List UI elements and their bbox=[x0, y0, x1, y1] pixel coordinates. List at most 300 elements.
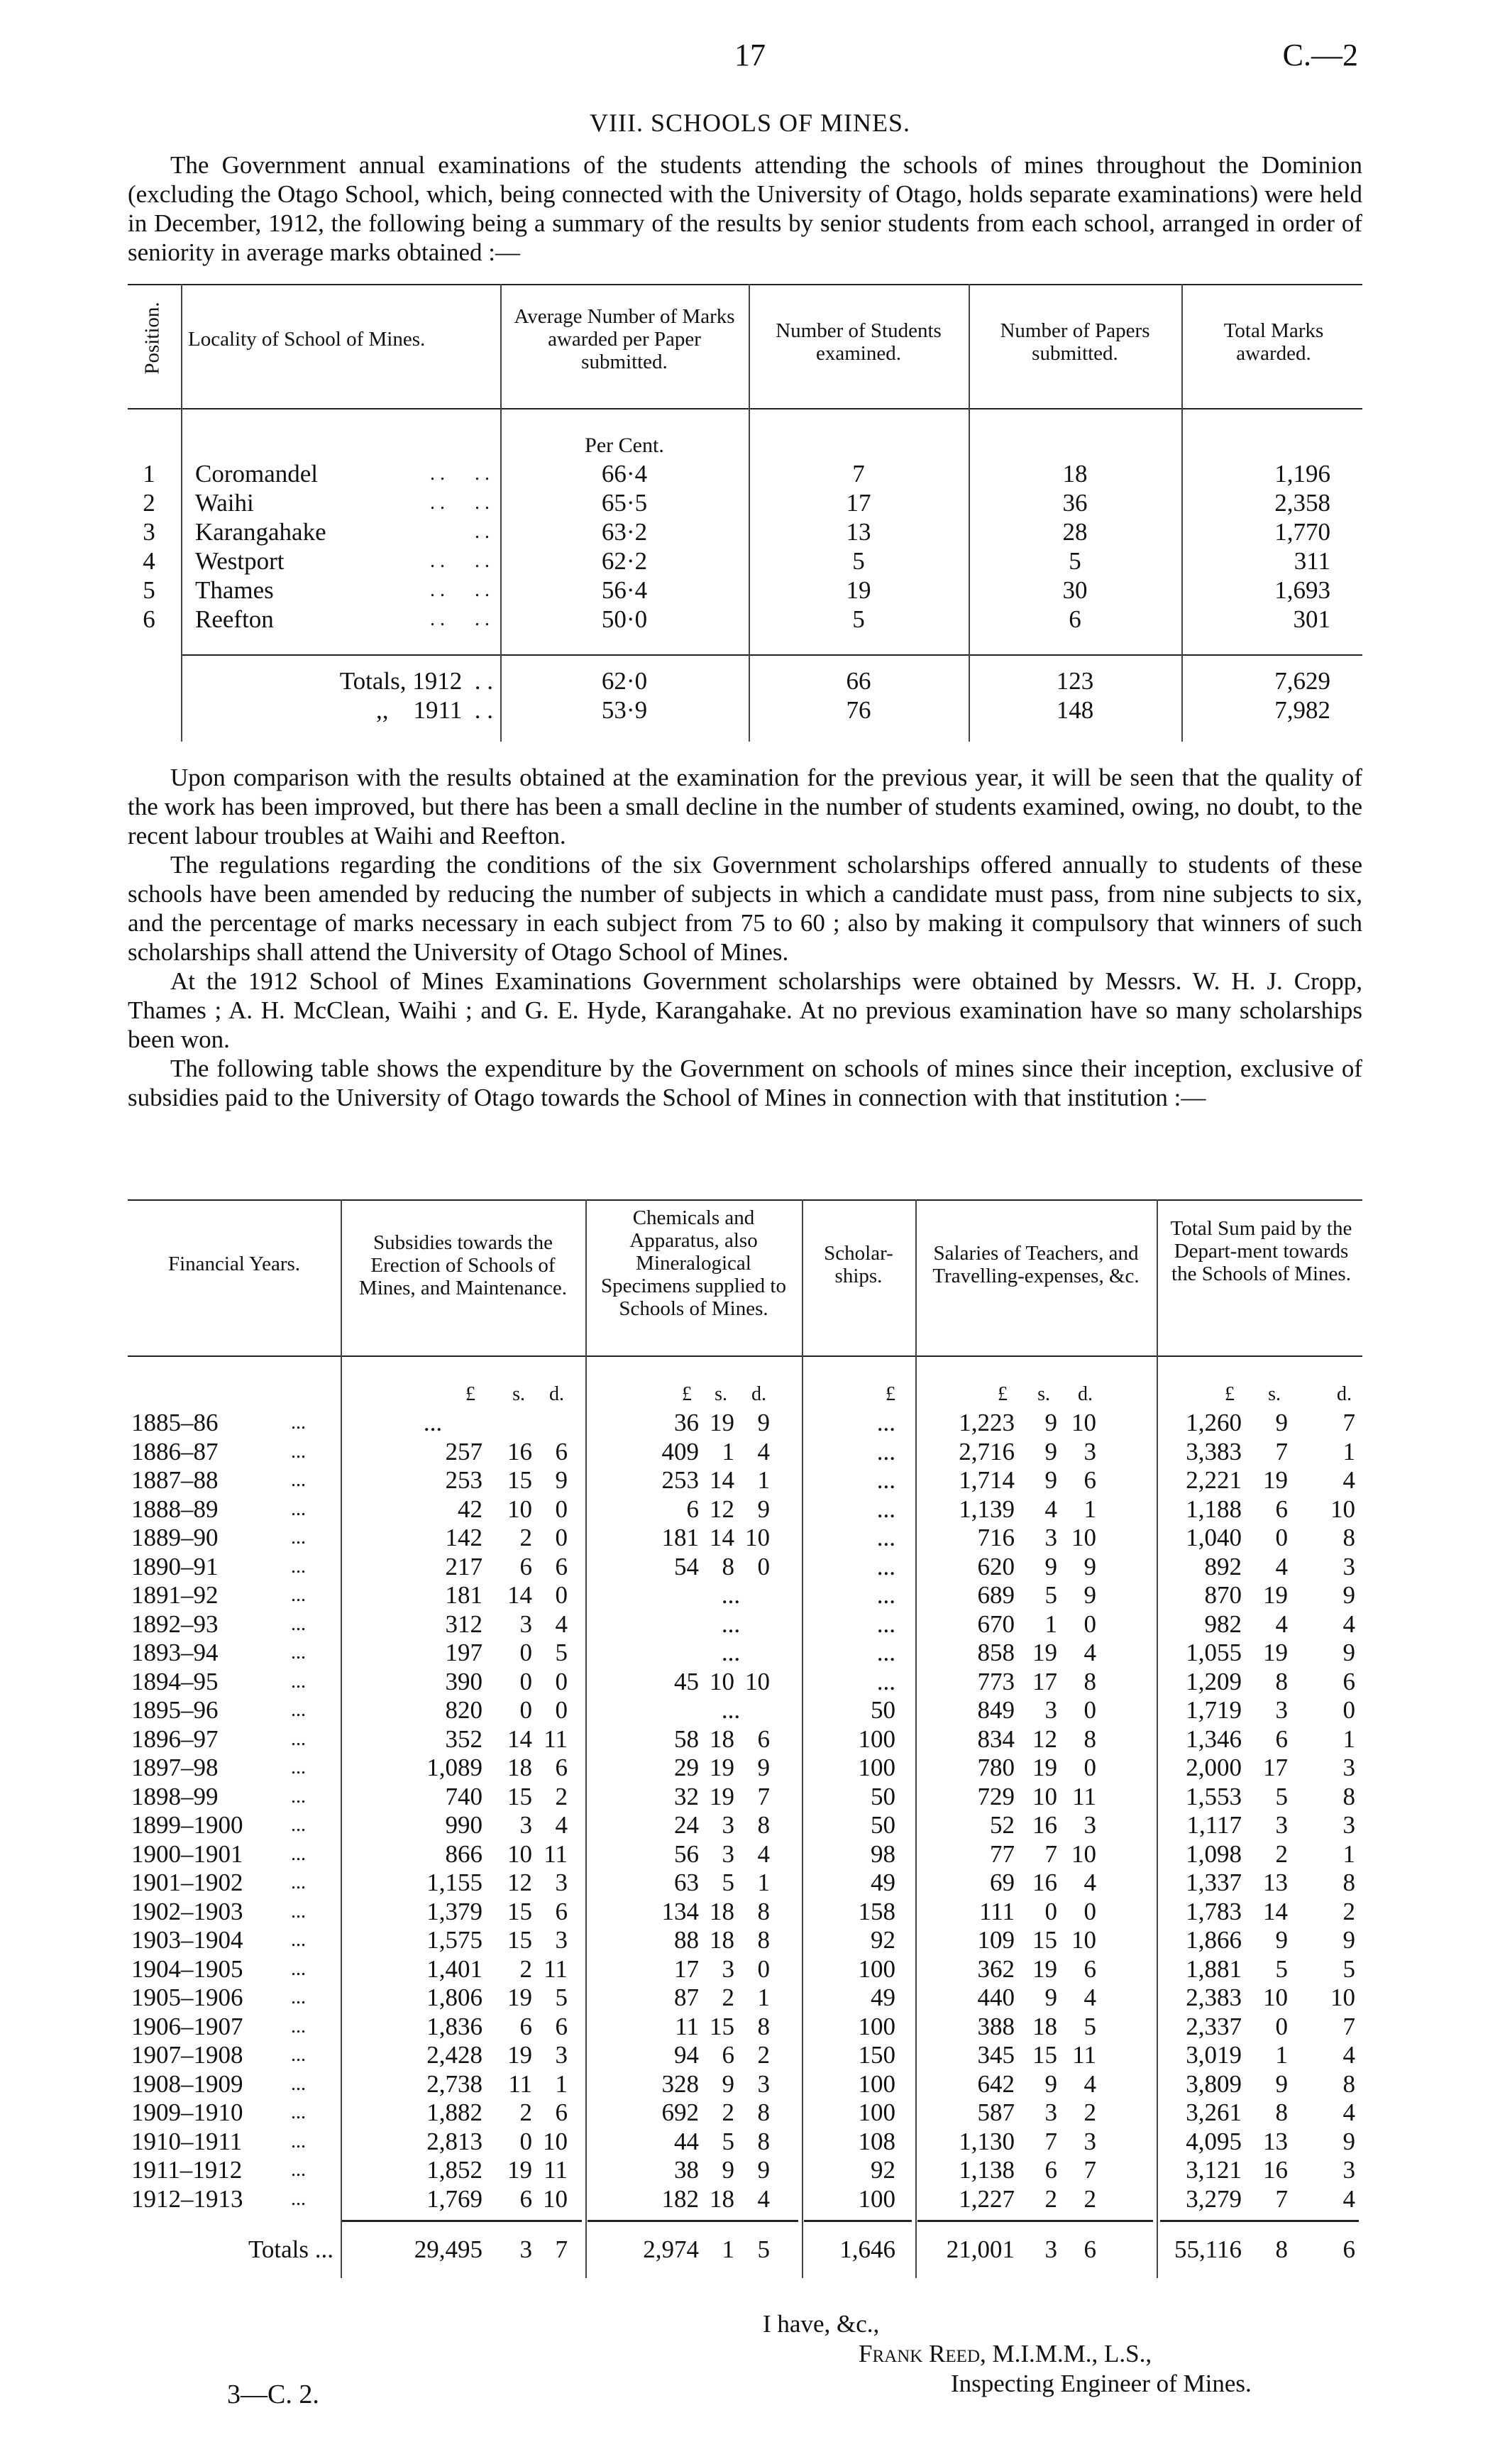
total-pounds: 1,040 bbox=[1186, 1524, 1242, 1551]
chemicals-shillings: 9 bbox=[722, 2156, 734, 2184]
header-locality: Locality of School of Mines. bbox=[188, 328, 426, 351]
chemicals-pence: 3 bbox=[757, 2069, 770, 2098]
leader-dots: . . . . bbox=[430, 579, 490, 601]
row-average: 62·2 bbox=[601, 547, 648, 575]
unit-pound: £ bbox=[1225, 1383, 1235, 1405]
salaries-shillings: 7 bbox=[1044, 1839, 1057, 1868]
chemicals-shillings: 10 bbox=[710, 1667, 734, 1695]
row-papers: 28 bbox=[1062, 518, 1088, 546]
total-pence: 9 bbox=[1342, 2127, 1355, 2155]
total-pounds: 2,337 bbox=[1186, 2012, 1242, 2040]
salaries-shillings: 3 bbox=[1044, 2099, 1057, 2126]
document-reference: C.—2 bbox=[1282, 38, 1358, 72]
totals-marks: 7,629 bbox=[1274, 667, 1330, 695]
salaries-pence: 10 bbox=[1071, 1839, 1096, 1868]
chemicals-pounds: 45 bbox=[674, 1667, 699, 1695]
salaries-pounds: 834 bbox=[977, 1725, 1015, 1753]
salaries-pence: 0 bbox=[1083, 1754, 1096, 1781]
totals-label: Totals ... bbox=[248, 2235, 333, 2263]
leader-dots: ... bbox=[291, 1929, 306, 1951]
scholarships-value: ... bbox=[876, 1667, 895, 1695]
total-shillings: 5 bbox=[1275, 1782, 1288, 1810]
row-financial-year: 1905–1906 bbox=[131, 1984, 243, 2011]
subsidies-shillings: 0 bbox=[519, 1639, 532, 1666]
salaries-pounds: 689 bbox=[977, 1581, 1015, 1609]
chemicals-pence: 1 bbox=[757, 1466, 770, 1494]
intro-paragraph bbox=[128, 150, 1362, 267]
row-students: 5 bbox=[852, 547, 865, 575]
leader-dots: ... bbox=[291, 1957, 306, 1980]
table-top-rule bbox=[128, 1199, 1362, 1201]
totals-label: Totals, 1912 . . bbox=[339, 667, 493, 695]
salaries-shillings: 19 bbox=[1032, 1639, 1057, 1666]
chemicals-shillings: 19 bbox=[710, 1754, 734, 1781]
chemicals-pence: 4 bbox=[757, 2184, 770, 2213]
header-subsidies: Subsidies towards the Erection of Schools of Mines, and Maintenance. bbox=[358, 1231, 568, 1299]
total-pence: 4 bbox=[1342, 2184, 1355, 2213]
salaries-shillings: 0 bbox=[1044, 1897, 1057, 1925]
scholarships-value: ... bbox=[876, 1466, 895, 1494]
totals-students: 66 bbox=[846, 667, 871, 695]
intro-text: The Government annual examinations of the students attending the schools of mines throughout the Dominion (excluding the Otago School, which, being connected with the University of Otago, holds separate examinations) were held in December, 1912, the following being a summary of the results by senior students from each school, arranged in order of seniority in average marks obtained :— bbox=[128, 151, 1362, 266]
row-locality: Thames bbox=[195, 576, 274, 604]
chemicals-pence: 1 bbox=[757, 1984, 770, 2011]
body-paragraphs bbox=[128, 763, 1362, 1112]
chemicals-shillings: ... bbox=[721, 1639, 741, 1666]
chemicals-shillings: 19 bbox=[710, 1782, 734, 1810]
total-shillings: 10 bbox=[1263, 1984, 1288, 2011]
row-papers: 18 bbox=[1062, 460, 1088, 488]
total-shillings: 9 bbox=[1275, 1926, 1288, 1954]
total-pounds: 1,337 bbox=[1186, 1869, 1242, 1896]
subsidies-shillings: 10 bbox=[507, 1839, 532, 1868]
row-financial-year: 1906–1907 bbox=[131, 2012, 243, 2040]
unit-pence: d. bbox=[549, 1383, 564, 1405]
leader-dots: . . . . bbox=[430, 608, 490, 630]
chemicals-pounds: 409 bbox=[661, 1437, 699, 1465]
row-financial-year: 1904–1905 bbox=[131, 1954, 243, 1983]
chemicals-value: 19 bbox=[710, 1409, 734, 1436]
row-financial-year: 1893–94 bbox=[131, 1639, 219, 1666]
total-shillings: 16 bbox=[1263, 2156, 1288, 2184]
subsidies-pence: 7 bbox=[555, 2235, 568, 2263]
leader-dots: ... bbox=[291, 1527, 306, 1549]
leader-dots: ... bbox=[291, 1842, 306, 1865]
total-pence: 8 bbox=[1342, 1869, 1355, 1896]
subsidies-pounds: 2,428 bbox=[426, 2041, 482, 2069]
subsidies-shillings: 2 bbox=[519, 1954, 532, 1983]
salaries-pence: 4 bbox=[1083, 1869, 1096, 1896]
total-pounds: 3,279 bbox=[1186, 2184, 1242, 2213]
total-shillings: 19 bbox=[1263, 1581, 1288, 1609]
salaries-shillings: 15 bbox=[1032, 1926, 1057, 1954]
row-position: 6 bbox=[143, 605, 155, 633]
subsidies-pence: 3 bbox=[555, 1926, 568, 1954]
total-pence: 8 bbox=[1342, 2069, 1355, 2098]
subsidies-shillings: 15 bbox=[507, 1466, 532, 1494]
row-financial-year: 1903–1904 bbox=[131, 1926, 243, 1954]
scholarships-value: ... bbox=[876, 1639, 895, 1666]
row-financial-year: 1912–1913 bbox=[131, 2184, 243, 2213]
chemicals-pounds: 6 bbox=[686, 1495, 699, 1523]
salaries-shillings: 17 bbox=[1032, 1667, 1057, 1695]
row-locality: Karangahake bbox=[195, 518, 326, 546]
total-pounds: 2,221 bbox=[1186, 1466, 1242, 1494]
subsidies-pounds: 866 bbox=[445, 1839, 482, 1868]
scholarships-value: ... bbox=[876, 1552, 895, 1580]
scholarships-value: 49 bbox=[871, 1869, 895, 1896]
subsidies-shillings: 6 bbox=[519, 1552, 532, 1580]
chemicals-pence: 8 bbox=[757, 1926, 770, 1954]
total-shillings: 7 bbox=[1275, 2184, 1288, 2213]
leader-dots: ... bbox=[291, 1900, 306, 1923]
chemicals-pence: 8 bbox=[757, 2099, 770, 2126]
salaries-shillings: 9 bbox=[1044, 1466, 1057, 1494]
total-shillings: 3 bbox=[1275, 1811, 1288, 1839]
salaries-pounds: 362 bbox=[977, 1954, 1015, 1983]
scholarships-value: 150 bbox=[858, 2041, 895, 2069]
chemicals-pounds: 181 bbox=[661, 1524, 699, 1551]
salaries-pounds: 716 bbox=[977, 1524, 1015, 1551]
header-papers: Number of Papers submitted. bbox=[1000, 319, 1150, 365]
chemicals-shillings: ... bbox=[721, 1696, 741, 1724]
total-pence: 8 bbox=[1342, 1782, 1355, 1810]
subsidies-pounds: 1,379 bbox=[426, 1897, 482, 1925]
salaries-pence: 9 bbox=[1083, 1581, 1096, 1609]
total-shillings: 0 bbox=[1275, 1524, 1288, 1551]
total-pounds: 982 bbox=[1204, 1610, 1242, 1638]
leader-dots: ... bbox=[291, 1727, 306, 1750]
subsidies-pence: 6 bbox=[555, 1897, 568, 1925]
salaries-shillings: 9 bbox=[1044, 2069, 1057, 2098]
total-pounds: 1,783 bbox=[1186, 1897, 1242, 1925]
chemicals-pence: 8 bbox=[757, 1897, 770, 1925]
subsidies-pence: 0 bbox=[555, 1696, 568, 1724]
total-shillings: 13 bbox=[1263, 2127, 1288, 2155]
salaries-shillings: 16 bbox=[1032, 1869, 1057, 1896]
total-pence: 4 bbox=[1342, 2099, 1355, 2126]
chemicals-shillings: 12 bbox=[710, 1495, 734, 1523]
salaries-shillings: 9 bbox=[1044, 1437, 1057, 1465]
total-shillings: 7 bbox=[1275, 1437, 1288, 1465]
salaries-pounds: 670 bbox=[977, 1610, 1015, 1638]
subsidies-pounds: 42 bbox=[458, 1495, 482, 1523]
subsidies-pounds: 2,738 bbox=[426, 2069, 482, 2098]
header-total: Total Marks awarded. bbox=[1223, 319, 1324, 365]
salaries-pounds: 345 bbox=[977, 2041, 1015, 2069]
chemicals-value: 9 bbox=[757, 1409, 770, 1436]
salaries-pounds: 109 bbox=[977, 1926, 1015, 1954]
unit-per-cent: Per Cent. bbox=[585, 434, 664, 457]
chemicals-pence: 8 bbox=[757, 1811, 770, 1839]
row-total: 1,196 bbox=[1274, 460, 1330, 488]
subsidies-shillings: 18 bbox=[507, 1754, 532, 1781]
leader-dots: ... bbox=[291, 2015, 306, 2037]
scholarships-value: ... bbox=[876, 1409, 895, 1436]
total-pence: 3 bbox=[1342, 1552, 1355, 1580]
row-students: 17 bbox=[846, 489, 871, 517]
scholarships-value: 158 bbox=[858, 1897, 895, 1925]
salaries-shillings: 2 bbox=[1044, 2184, 1057, 2213]
chemicals-pence: 4 bbox=[757, 1839, 770, 1868]
subsidies-pence: 0 bbox=[555, 1667, 568, 1695]
salaries-shillings: 19 bbox=[1032, 1754, 1057, 1781]
subsidies-pence: 4 bbox=[555, 1610, 568, 1638]
row-financial-year: 1899–1900 bbox=[131, 1811, 243, 1839]
subsidies-pounds: 1,852 bbox=[426, 2156, 482, 2184]
salaries-shillings: 9 bbox=[1044, 1984, 1057, 2011]
subsidies-pence: 10 bbox=[543, 2184, 568, 2213]
header-rule bbox=[128, 1355, 1362, 1357]
salaries-shillings: 6 bbox=[1044, 2156, 1057, 2184]
chemicals-pence: 6 bbox=[757, 1725, 770, 1753]
subsidies-shillings: 14 bbox=[507, 1581, 532, 1609]
total-pounds: 1,346 bbox=[1186, 1725, 1242, 1753]
leader-dots: ... bbox=[291, 1584, 306, 1606]
scholarships-value: 100 bbox=[858, 2184, 895, 2213]
salaries-pence: 3 bbox=[1083, 1437, 1096, 1465]
totals-papers: 123 bbox=[1056, 667, 1094, 695]
totals-average: 62·0 bbox=[601, 667, 648, 695]
scholarships-value: 100 bbox=[858, 2069, 895, 2098]
total-shillings: 5 bbox=[1275, 1954, 1288, 1983]
scholarships-value: 100 bbox=[858, 2099, 895, 2126]
salaries-pence: 0 bbox=[1083, 1696, 1096, 1724]
subsidies-pounds: 312 bbox=[445, 1610, 482, 1638]
salaries-pounds: 858 bbox=[977, 1639, 1015, 1666]
total-shillings: 3 bbox=[1275, 1696, 1288, 1724]
row-financial-year: 1894–95 bbox=[131, 1667, 219, 1695]
scholarships-value: 1,646 bbox=[839, 2235, 895, 2263]
row-financial-year: 1890–91 bbox=[131, 1552, 219, 1580]
salaries-pence: 11 bbox=[1072, 2041, 1096, 2069]
paragraph-scholarships: At the 1912 School of Mines Examinations Government scholarships were obtained by Messrs. W. H. J. Cropp, Thames ; A. H. McClean, Waihi ; and G. E. Hyde, Karangahake. At no previous examination have so many scholarships been won. bbox=[128, 967, 1362, 1053]
total-pence: 6 bbox=[1342, 2235, 1355, 2263]
total-pence: 6 bbox=[1342, 1667, 1355, 1695]
total-pounds: 3,809 bbox=[1186, 2069, 1242, 2098]
subsidies-pounds: 1,806 bbox=[426, 1984, 482, 2011]
salaries-shillings: 15 bbox=[1032, 2041, 1057, 2069]
chemicals-pounds: 63 bbox=[674, 1869, 699, 1896]
total-pounds: 1,719 bbox=[1186, 1696, 1242, 1724]
subsidies-pounds: 181 bbox=[445, 1581, 482, 1609]
total-shillings: 8 bbox=[1275, 2099, 1288, 2126]
chemicals-pounds: 94 bbox=[674, 2041, 699, 2069]
subsidies-shillings: 12 bbox=[507, 1869, 532, 1896]
leader-dots: ... bbox=[291, 2187, 306, 2210]
chemicals-pence: 8 bbox=[757, 2127, 770, 2155]
subsidies-pence: 3 bbox=[555, 2041, 568, 2069]
paragraph-expenditure-intro: The following table shows the expenditure by the Government on schools of mines since their inception, exclusive of subsidies paid to the University of Otago towards the School of Mines in connection with that institution :— bbox=[128, 1055, 1362, 1111]
row-financial-year: 1900–1901 bbox=[131, 1839, 243, 1868]
row-total: 2,358 bbox=[1274, 489, 1330, 517]
chemicals-pounds: 11 bbox=[675, 2012, 699, 2040]
total-pounds: 3,019 bbox=[1186, 2041, 1242, 2069]
chemicals-pounds: 692 bbox=[661, 2099, 699, 2126]
row-financial-year: 1907–1908 bbox=[131, 2041, 243, 2069]
chemicals-shillings: 3 bbox=[722, 1811, 734, 1839]
subsidies-shillings: 2 bbox=[519, 2099, 532, 2126]
total-pounds: 1,553 bbox=[1186, 1782, 1242, 1810]
chemicals-pounds: 134 bbox=[661, 1897, 699, 1925]
subsidies-shillings: 0 bbox=[519, 2127, 532, 2155]
subsidies-pounds: 390 bbox=[445, 1667, 482, 1695]
money-value: 9 bbox=[1275, 1409, 1288, 1436]
signatory-name: Frank Reed, M.I.M.M., L.S., bbox=[859, 2340, 1152, 2367]
total-pounds: 870 bbox=[1204, 1581, 1242, 1609]
subsidies-pence: 6 bbox=[555, 1754, 568, 1781]
chemicals-pence: 7 bbox=[757, 1782, 770, 1810]
salaries-pence: 3 bbox=[1083, 2127, 1096, 2155]
column-divider bbox=[341, 1199, 342, 2278]
row-financial-year: 1908–1909 bbox=[131, 2069, 243, 2098]
header-chemicals: Chemicals and Apparatus, also Mineralogical Specimens supplied to Schools of Mines. bbox=[601, 1206, 786, 1320]
salaries-pounds: 780 bbox=[977, 1754, 1015, 1781]
subsidies-pence: 3 bbox=[555, 1869, 568, 1896]
leader-dots: . . . . bbox=[430, 463, 490, 485]
signature-mark: 3—C. 2. bbox=[227, 2380, 319, 2409]
row-students: 19 bbox=[846, 576, 871, 604]
chemicals-pounds: 38 bbox=[674, 2156, 699, 2184]
subsidies-shillings: 19 bbox=[507, 1984, 532, 2011]
salaries-shillings: 3 bbox=[1044, 2235, 1057, 2263]
salaries-pounds: 849 bbox=[977, 1696, 1015, 1724]
row-locality: Coromandel bbox=[195, 460, 319, 488]
total-shillings: 4 bbox=[1275, 1552, 1288, 1580]
salaries-pence: 6 bbox=[1083, 1466, 1096, 1494]
chemicals-pence: 9 bbox=[757, 1495, 770, 1523]
chemicals-shillings: 1 bbox=[722, 2235, 734, 2263]
subsidies-pounds: 1,401 bbox=[426, 1954, 482, 1983]
salaries-pounds: 1,227 bbox=[959, 2184, 1015, 2213]
total-pounds: 2,383 bbox=[1186, 1984, 1242, 2011]
total-pence: 3 bbox=[1342, 2156, 1355, 2184]
money-value: 10 bbox=[1071, 1409, 1096, 1436]
row-position: 2 bbox=[143, 489, 155, 517]
leader-dots: ... bbox=[291, 1412, 306, 1434]
total-shillings: 17 bbox=[1263, 1754, 1288, 1781]
scholarships-value: 108 bbox=[858, 2127, 895, 2155]
subsidies-pounds: 217 bbox=[445, 1552, 482, 1580]
total-pence: 4 bbox=[1342, 1466, 1355, 1494]
subsidies-shillings: 15 bbox=[507, 1926, 532, 1954]
row-students: 7 bbox=[852, 460, 865, 488]
salaries-shillings: 3 bbox=[1044, 1696, 1057, 1724]
row-financial-year: 1897–98 bbox=[131, 1754, 219, 1781]
chemicals-shillings: 1 bbox=[722, 1437, 734, 1465]
total-pence: 8 bbox=[1342, 1524, 1355, 1551]
subsidies-pence: 9 bbox=[555, 1466, 568, 1494]
scholarships-value: 100 bbox=[858, 1754, 895, 1781]
salaries-pence: 9 bbox=[1083, 1552, 1096, 1580]
subsidies-pounds: 142 bbox=[445, 1524, 482, 1551]
total-shillings: 0 bbox=[1275, 2012, 1288, 2040]
salaries-shillings: 9 bbox=[1044, 1552, 1057, 1580]
row-total: 1,693 bbox=[1274, 576, 1330, 604]
subsidies-pence: 6 bbox=[555, 1552, 568, 1580]
subsidies-pounds: 820 bbox=[445, 1696, 482, 1724]
total-pence: 1 bbox=[1342, 1725, 1355, 1753]
row-financial-year: 1896–97 bbox=[131, 1725, 219, 1753]
total-pence: 5 bbox=[1342, 1954, 1355, 1983]
leader-dots: ... bbox=[291, 1555, 306, 1578]
chemicals-pounds: 24 bbox=[674, 1811, 699, 1839]
chemicals-pence: 5 bbox=[757, 2235, 770, 2263]
unit-pence: d. bbox=[1078, 1383, 1093, 1405]
chemicals-pounds: 58 bbox=[674, 1725, 699, 1753]
chemicals-pence: 0 bbox=[757, 1552, 770, 1580]
leader-dots: ... bbox=[291, 1469, 306, 1491]
closing-greeting: I have, &c., bbox=[763, 2310, 880, 2338]
total-pence: 9 bbox=[1342, 1926, 1355, 1954]
scholarships-value: 92 bbox=[871, 2156, 895, 2184]
chemicals-shillings: 18 bbox=[710, 1725, 734, 1753]
totals-rule bbox=[181, 654, 1362, 656]
chemicals-pence: 2 bbox=[757, 2041, 770, 2069]
chemicals-pence: 4 bbox=[757, 1437, 770, 1465]
chemicals-shillings: ... bbox=[721, 1610, 741, 1638]
leader-dots: ... bbox=[291, 1785, 306, 1808]
salaries-pounds: 69 bbox=[990, 1869, 1015, 1896]
row-total: 1,770 bbox=[1274, 518, 1330, 546]
row-financial-year: 1898–99 bbox=[131, 1782, 219, 1810]
salaries-shillings: 18 bbox=[1032, 2012, 1057, 2040]
column-divider bbox=[585, 1199, 587, 2278]
subsidies-pounds: 1,769 bbox=[426, 2184, 482, 2213]
leader-dots: ... bbox=[291, 2130, 306, 2152]
total-pounds: 55,116 bbox=[1174, 2235, 1242, 2263]
chemicals-shillings: 9 bbox=[722, 2069, 734, 2098]
total-pounds: 892 bbox=[1204, 1552, 1242, 1580]
leader-dots: ... bbox=[291, 1699, 306, 1721]
row-financial-year: 1888–89 bbox=[131, 1495, 219, 1523]
row-financial-year: 1902–1903 bbox=[131, 1897, 243, 1925]
chemicals-shillings: 14 bbox=[710, 1466, 734, 1494]
chemicals-pence: 1 bbox=[757, 1869, 770, 1896]
subsidies-shillings: 19 bbox=[507, 2156, 532, 2184]
salaries-pounds: 587 bbox=[977, 2099, 1015, 2126]
scholarships-value: ... bbox=[876, 1495, 895, 1523]
leader-dots: . . . . bbox=[430, 492, 490, 514]
scholarships-value: 50 bbox=[871, 1696, 895, 1724]
subsidies-pounds: 740 bbox=[445, 1782, 482, 1810]
money-value: 7 bbox=[1342, 1409, 1355, 1436]
chemicals-pence: 9 bbox=[757, 2156, 770, 2184]
salaries-pence: 2 bbox=[1083, 2184, 1096, 2213]
salaries-pence: 10 bbox=[1071, 1926, 1096, 1954]
chemicals-pounds: 54 bbox=[674, 1552, 699, 1580]
row-total: 301 bbox=[1293, 605, 1330, 633]
chemicals-shillings: 6 bbox=[722, 2041, 734, 2069]
salaries-pounds: 21,001 bbox=[946, 2235, 1015, 2263]
total-pence: 4 bbox=[1342, 1610, 1355, 1638]
scholarships-value: ... bbox=[876, 1524, 895, 1551]
unit-shillings: s. bbox=[512, 1383, 525, 1405]
scholarships-value: ... bbox=[876, 1437, 895, 1465]
money-value: 1,260 bbox=[1186, 1409, 1242, 1436]
totals-label: ,, 1911 . . bbox=[376, 696, 493, 724]
leader-dots: ... bbox=[291, 2072, 306, 2095]
leader-dots: ... bbox=[291, 1440, 306, 1463]
leader-dots: ... bbox=[291, 1497, 306, 1520]
row-papers: 5 bbox=[1069, 547, 1081, 575]
total-pounds: 2,000 bbox=[1186, 1754, 1242, 1781]
leader-dots: ... bbox=[291, 1986, 306, 2008]
row-papers: 30 bbox=[1062, 576, 1088, 604]
salaries-pence: 6 bbox=[1083, 1954, 1096, 1983]
salaries-pounds: 388 bbox=[977, 2012, 1015, 2040]
salaries-shillings: 5 bbox=[1044, 1581, 1057, 1609]
